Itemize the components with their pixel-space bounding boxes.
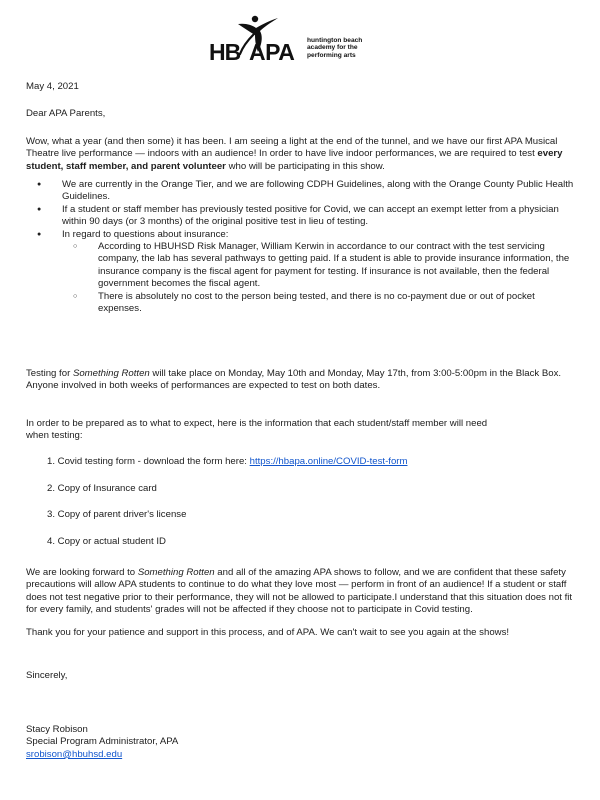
insurance-sublist [62, 241, 574, 315]
signature-block [26, 724, 178, 761]
intro-emphasis: every student, staff member, and parent volunteer [26, 148, 563, 172]
list-item: 3. Copy of parent driver's license [47, 509, 187, 521]
testing-paragraph: Testing for Something Rotten will take place on Monday, May 10th and Monday, May 17th, from 3:00-5:00pm in the Black Box. Anyone involved in both weeks of performances are expected to test on both dates. [26, 368, 562, 392]
list-item: ○ There is absolutely no cost to the person being tested, and there is no co-payment due or out of pocket expenses. [62, 291, 574, 316]
list-item: ● In regard to questions about insurance: ○ According to HBUHSD Risk Manager, William Kerwin in accordance to our contract with the test servicing company, the lab has several pathways to getting paid. If a student is able to provide insurance information, the insurance company is the fiscal agent for payment for testing. If insurance is not available, then the federal government becomes the fiscal agent. ○ There is absolutely no cost to the person being tested, and there is no co-payment due or out of pocket expenses. [26, 229, 574, 316]
logo-tagline: huntington beach academy for the performing arts [307, 37, 363, 59]
guidelines-list [26, 179, 574, 315]
svg-text:APA: APA [249, 39, 295, 64]
intro-paragraph: Wow, what a year (and then some) it has been. I am seeing a light at the end of the tunnel, and we have our first APA Musical Theatre live performance — indoors with an audience! In order to have live indoor performances, we are required to test every student, staff member, and parent volunteer who will be participating in this show. [26, 136, 563, 172]
letter-date: May 4, 2021 [26, 81, 79, 92]
forward-paragraph: We are looking forward to Something Rotten and all of the amazing APA shows to follow, and we are confident that these safety precautions will allow APA students to continue to do what they love most — perform in front of an audience! If a student or staff does not test negative prior to their performance, they will not be allowed to participate.I understand that this situation does not fit for every family, and students' grades will not be affected if they choose not to participate in Covid testing. [26, 567, 573, 616]
list-item: ● If a student or staff member has previously tested positive for Covid, we can accept an exempt letter from a physician within 90 days (or 3 months) of the original positive test in lieu of testing. [26, 204, 574, 229]
requirements-list [26, 456, 566, 562]
list-item: ● We are currently in the Orange Tier, and we are following CDPH Guidelines, along with the Orange County Public Health Guidelines. [26, 179, 574, 204]
hbapa-logo-mark [208, 14, 308, 64]
list-item: 1. Covid testing form - download the form here: https://hbapa.online/COVID-test-form [47, 456, 408, 467]
list-item: ○ According to HBUHSD Risk Manager, William Kerwin in accordance to our contract with the test servicing company, the lab has several pathways to getting paid. If a student is able to provide insurance information, the insurance company is the fiscal agent for payment for testing. If insurance is not available, then the federal government becomes the fiscal agent. [62, 241, 574, 291]
signer-email-link[interactable]: srobison@hbuhsd.edu [26, 748, 123, 760]
show-title: Something Rotten [137, 567, 215, 578]
hbapa-logo [208, 14, 398, 64]
show-title: Something Rotten [72, 368, 150, 379]
list-item: 4. Copy or actual student ID [47, 535, 166, 547]
signer-name: Stacy Robison [26, 724, 88, 735]
signer-title: Special Program Administrator, APA [26, 736, 179, 748]
covid-form-link[interactable]: https://hbapa.online/COVID-test-form [249, 456, 408, 467]
closing: Sincerely, [26, 670, 68, 681]
svg-text:HB: HB [209, 39, 241, 64]
salutation: Dear APA Parents, [26, 108, 106, 119]
thanks-paragraph: Thank you for your patience and support in this process, and of APA. We can't wait to see you again at the shows! [26, 627, 510, 638]
list-item: 2. Copy of Insurance card [47, 482, 157, 494]
prepare-paragraph: In order to be prepared as to what to expect, here is the information that each student/staff member will need when testing: [26, 418, 488, 442]
